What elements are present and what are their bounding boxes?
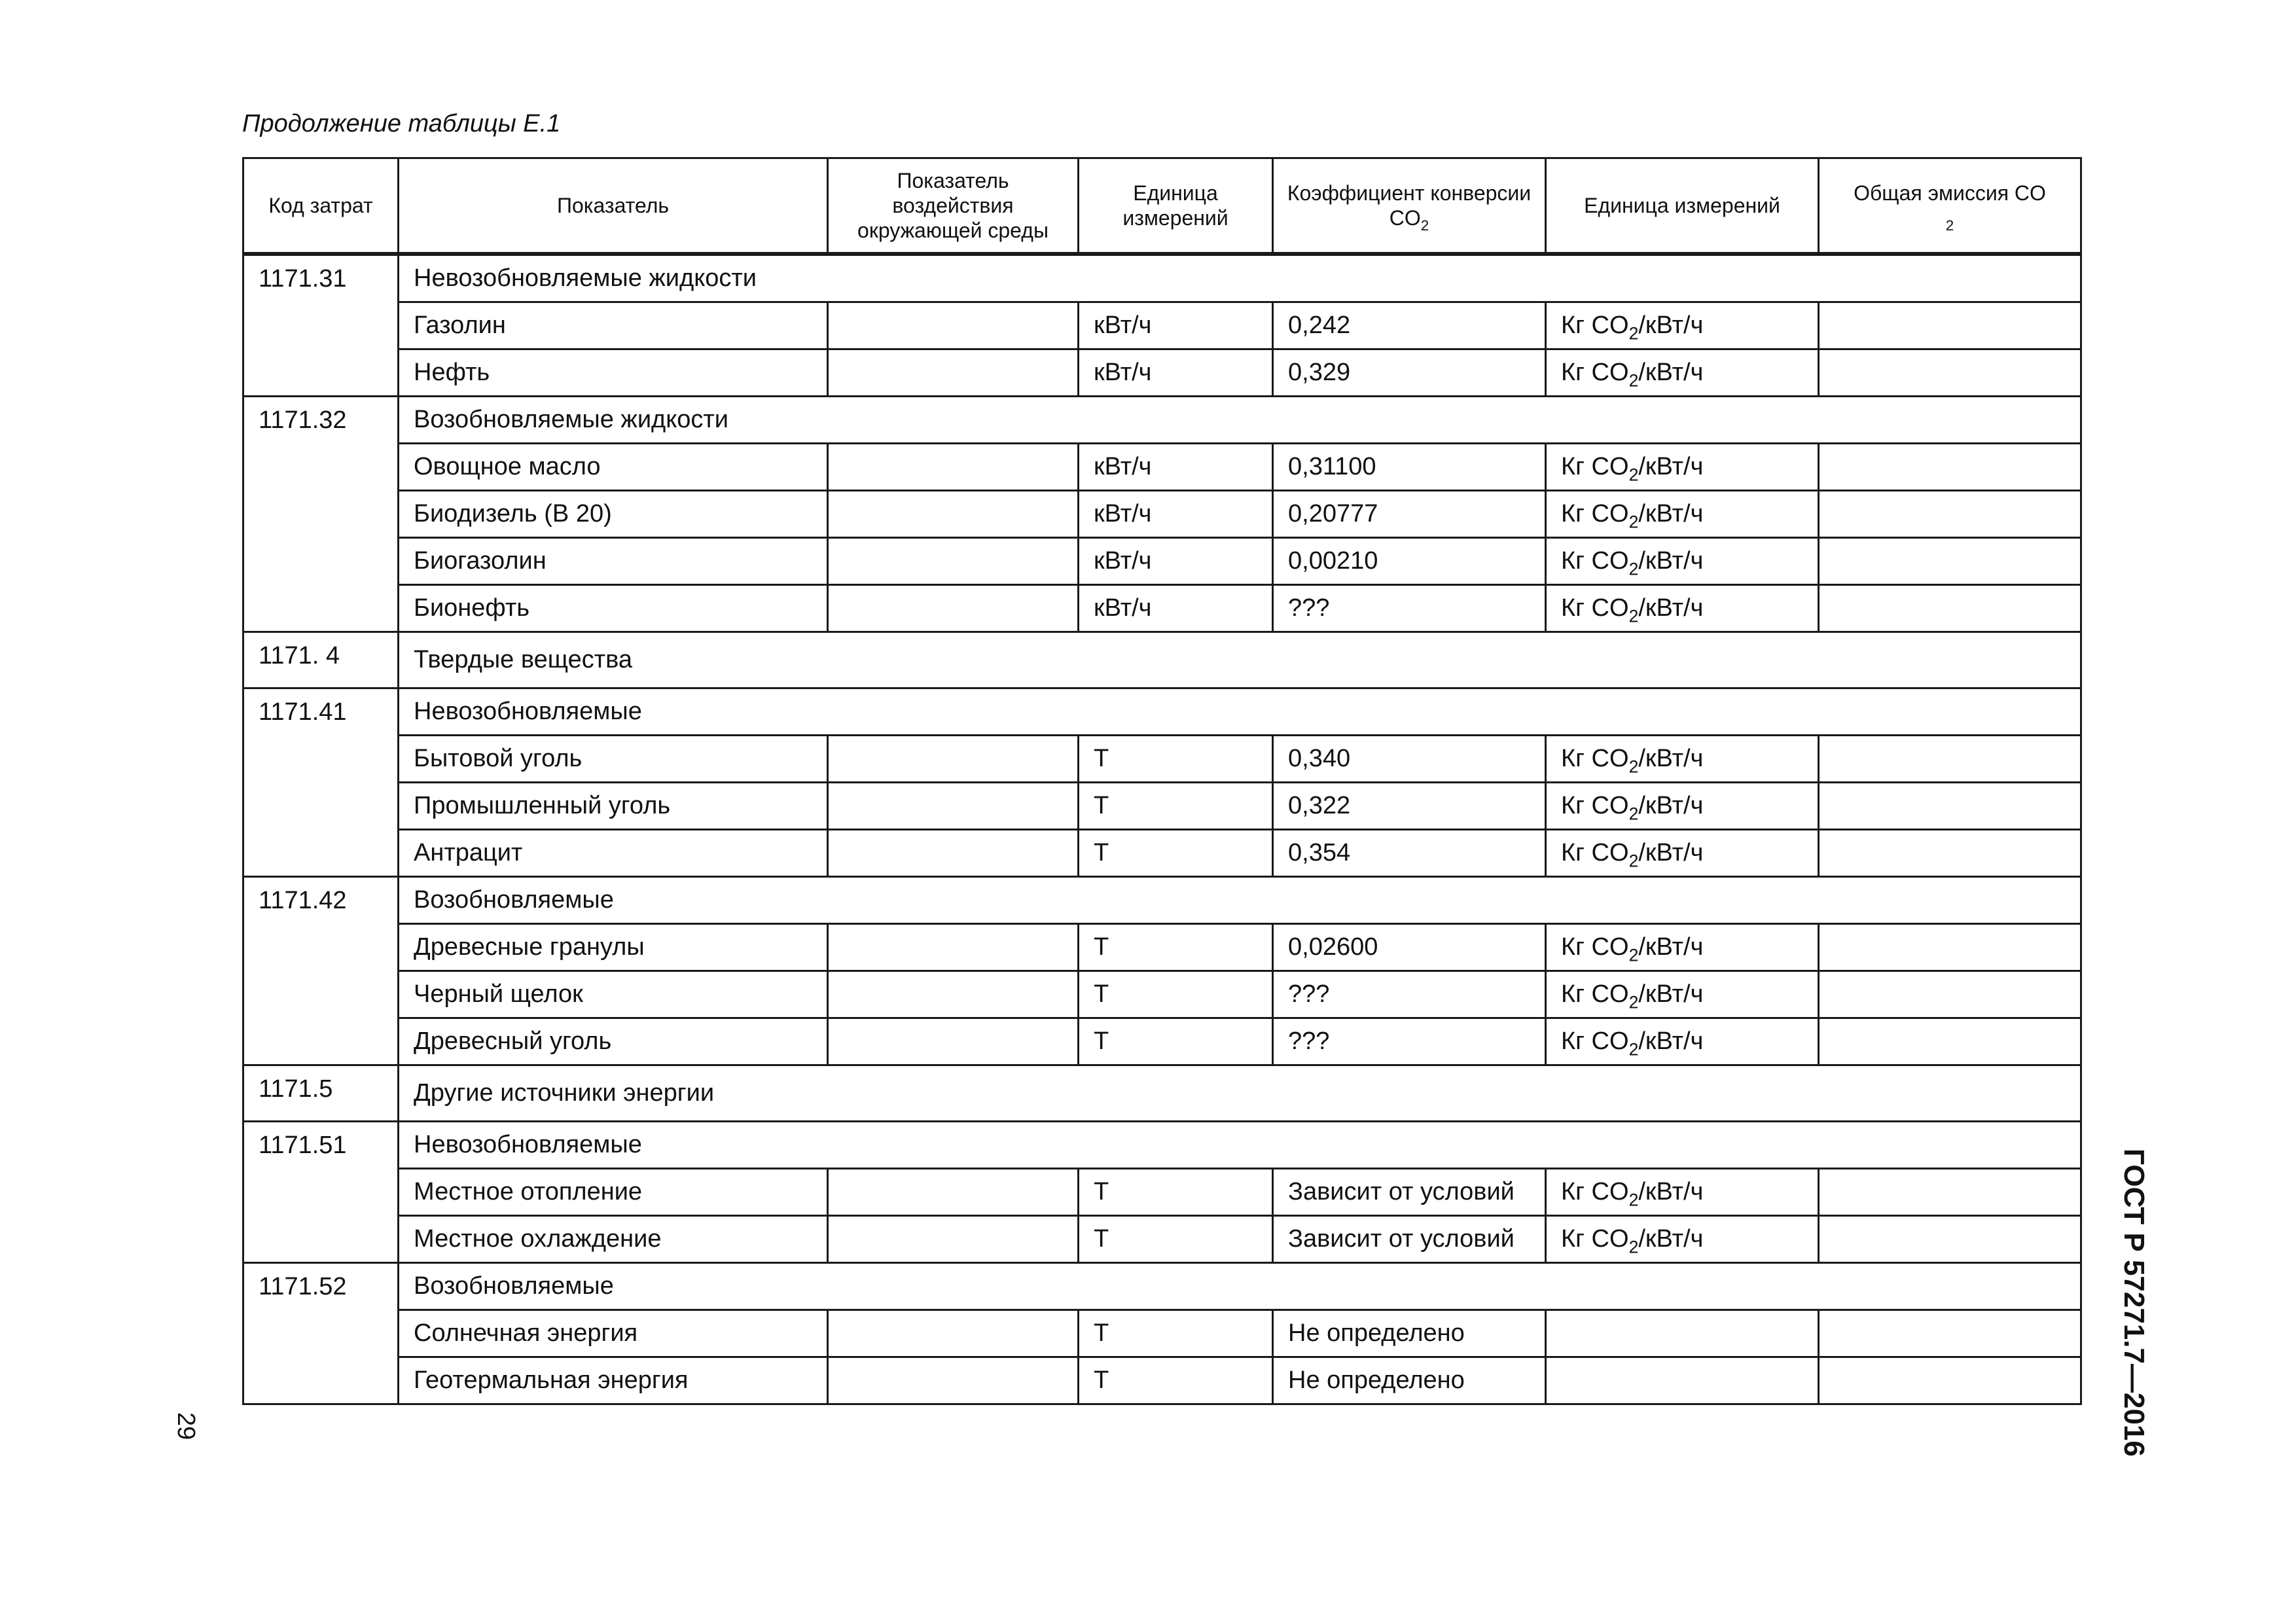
group-title-cell: Возобновляемые жидкости [399,397,2081,444]
coefficient-cell: 0,329 [1273,349,1546,397]
unit-cell: Т [1079,924,1273,971]
table-row [243,1216,2081,1263]
unit-2-subscript: 2 [1628,992,1639,1012]
coefficient-cell: ??? [1273,1018,1546,1065]
unit-2-suffix: /кВт/ч [1638,359,1704,386]
indicator-cell: Древесные гранулы [399,924,828,971]
unit-2-cell [1546,830,1819,877]
indicator-cell: Черный щелок [399,971,828,1018]
emission-cell [1819,349,2081,397]
indicator-cell: Местное отопление [399,1169,828,1216]
unit-2-suffix: /кВт/ч [1638,1178,1704,1205]
cost-code-cell: 1171.5 [243,1065,399,1122]
env-impact-cell [828,783,1079,830]
unit-2-suffix: /кВт/ч [1638,547,1704,575]
unit-2-subscript: 2 [1628,804,1639,824]
unit-2-subscript: 2 [1628,323,1639,344]
header-coefficient-subscript: 2 [1420,217,1429,234]
indicator-cell: Газолин [399,302,828,349]
table-row [243,736,2081,783]
cost-code-cell: 1171.42 [243,877,399,1065]
unit-2-cell [1546,585,1819,632]
group-row [243,877,2081,924]
table-row [243,1357,2081,1404]
header-coefficient-text: Коэффициент конверсии CO [1287,181,1532,230]
unit-cell: Т [1079,1357,1273,1404]
unit-2-suffix: /кВт/ч [1638,1225,1704,1253]
unit-2-prefix: Кг CO [1561,359,1629,386]
indicator-cell: Нефть [399,349,828,397]
group-row [243,632,2081,688]
unit-2-suffix: /кВт/ч [1638,839,1704,866]
env-impact-cell [828,538,1079,585]
table-header [243,158,2081,255]
table-row [243,538,2081,585]
group-title-cell: Твердые вещества [399,632,2081,688]
cost-code-cell: 1171.32 [243,397,399,632]
table-row [243,830,2081,877]
env-impact-cell [828,1216,1079,1263]
header-env-impact: Показатель воздействия окружающей среды [828,158,1079,255]
coefficient-cell: 0,322 [1273,783,1546,830]
unit-2-subscript: 2 [1628,465,1639,485]
emission-cell [1819,1169,2081,1216]
cost-code-cell: 1171.41 [243,688,399,877]
unit-2-prefix: Кг CO [1561,745,1629,772]
unit-2-cell [1546,1018,1819,1065]
unit-2-suffix: /кВт/ч [1638,980,1704,1008]
table-row [243,444,2081,491]
unit-cell: Т [1079,736,1273,783]
coefficient-cell: 0,31100 [1273,444,1546,491]
unit-2-prefix: Кг CO [1561,547,1629,575]
indicator-cell: Геотермальная энергия [399,1357,828,1404]
unit-cell: Т [1079,1018,1273,1065]
unit-2-subscript: 2 [1628,851,1639,871]
unit-2-prefix: Кг CO [1561,594,1629,622]
env-impact-cell [828,1169,1079,1216]
coefficient-cell: 0,354 [1273,830,1546,877]
unit-2-prefix: Кг CO [1561,792,1629,819]
unit-2-subscript: 2 [1628,370,1639,391]
header-indicator: Показатель [399,158,828,255]
unit-2-suffix: /кВт/ч [1638,500,1704,527]
unit-cell: кВт/ч [1079,349,1273,397]
env-impact-cell [828,736,1079,783]
group-title-cell: Невозобновляемые [399,688,2081,736]
group-title-cell: Возобновляемые [399,877,2081,924]
env-impact-cell [828,491,1079,538]
page-number: 29 [172,1412,200,1440]
unit-2-cell [1546,444,1819,491]
unit-2-subscript: 2 [1628,945,1639,965]
unit-2-cell [1546,1357,1819,1404]
env-impact-cell [828,830,1079,877]
coefficient-cell: Зависит от условий [1273,1216,1546,1263]
env-impact-cell [828,444,1079,491]
coefficient-cell: Не определено [1273,1357,1546,1404]
cost-code-cell: 1171.51 [243,1122,399,1263]
indicator-cell: Антрацит [399,830,828,877]
unit-2-subscript: 2 [1628,757,1639,777]
env-impact-cell [828,971,1079,1018]
coefficient-cell: ??? [1273,585,1546,632]
unit-2-cell [1546,491,1819,538]
unit-cell: Т [1079,783,1273,830]
unit-cell: Т [1079,1310,1273,1357]
cost-code-cell: 1171.52 [243,1263,399,1404]
group-title-cell: Возобновляемые [399,1263,2081,1310]
unit-2-cell [1546,1310,1819,1357]
table-row [243,349,2081,397]
unit-2-suffix: /кВт/ч [1638,1027,1704,1055]
unit-2-cell [1546,736,1819,783]
unit-cell: кВт/ч [1079,491,1273,538]
header-unit: Единица измерений [1079,158,1273,255]
unit-2-subscript: 2 [1628,1039,1639,1060]
header-coefficient [1273,158,1546,255]
emission-cell [1819,830,2081,877]
unit-2-subscript: 2 [1628,559,1639,579]
env-impact-cell [828,349,1079,397]
group-row [243,688,2081,736]
header-emission-text: Общая эмиссия CO [1854,181,2046,205]
unit-cell: Т [1079,830,1273,877]
env-impact-cell [828,924,1079,971]
env-impact-cell [828,1357,1079,1404]
group-row [243,254,2081,302]
coefficient-cell: 0,20777 [1273,491,1546,538]
emission-cell [1819,444,2081,491]
emission-cell [1819,1216,2081,1263]
unit-2-prefix: Кг CO [1561,839,1629,866]
unit-2-cell [1546,924,1819,971]
coefficient-cell: 0,02600 [1273,924,1546,971]
emission-cell [1819,736,2081,783]
unit-2-cell [1546,783,1819,830]
env-impact-cell [828,585,1079,632]
emission-cell [1819,783,2081,830]
env-impact-cell [828,302,1079,349]
indicator-cell: Овощное масло [399,444,828,491]
coefficient-cell: 0,00210 [1273,538,1546,585]
cost-code-cell: 1171. 4 [243,632,399,688]
unit-cell: кВт/ч [1079,585,1273,632]
table-row [243,491,2081,538]
unit-2-suffix: /кВт/ч [1638,594,1704,622]
header-unit-2: Единица измерений [1546,158,1819,255]
group-row [243,1065,2081,1122]
unit-cell: кВт/ч [1079,538,1273,585]
unit-2-subscript: 2 [1628,1190,1639,1210]
coefficient-cell: ??? [1273,971,1546,1018]
unit-cell: кВт/ч [1079,302,1273,349]
indicator-cell: Солнечная энергия [399,1310,828,1357]
group-title-cell: Невозобновляемые [399,1122,2081,1169]
emission-cell [1819,1357,2081,1404]
indicator-cell: Бионефть [399,585,828,632]
unit-2-cell [1546,349,1819,397]
group-title-cell: Другие источники энергии [399,1065,2081,1122]
table-row [243,971,2081,1018]
unit-2-prefix: Кг CO [1561,1178,1629,1205]
unit-2-prefix: Кг CO [1561,1225,1629,1253]
header-code: Код затрат [243,158,399,255]
coefficient-cell: Не определено [1273,1310,1546,1357]
indicator-cell: Промышленный уголь [399,783,828,830]
unit-2-suffix: /кВт/ч [1638,792,1704,819]
group-row [243,1122,2081,1169]
env-impact-cell [828,1310,1079,1357]
unit-2-subscript: 2 [1628,512,1639,532]
indicator-cell: Бытовой уголь [399,736,828,783]
unit-2-cell [1546,302,1819,349]
unit-2-suffix: /кВт/ч [1638,453,1704,480]
emission-cell [1819,924,2081,971]
table-row [243,1169,2081,1216]
unit-cell: кВт/ч [1079,444,1273,491]
indicator-cell: Местное охлаждение [399,1216,828,1263]
table-row [243,585,2081,632]
unit-cell: Т [1079,1216,1273,1263]
table-caption: Продолжение таблицы Е.1 [242,110,561,137]
cost-code-cell: 1171.31 [243,254,399,397]
emission-cell [1819,1018,2081,1065]
emissions-table [242,157,2082,1405]
header-row [243,158,2081,255]
emission-cell [1819,585,2081,632]
document-title: ГОСТ Р 57271.7—2016 [2118,1149,2150,1457]
unit-2-suffix: /кВт/ч [1638,933,1704,961]
table-row [243,1310,2081,1357]
coefficient-cell: 0,242 [1273,302,1546,349]
header-emission-subscript: 2 [1945,217,1954,234]
indicator-cell: Биодизель (В 20) [399,491,828,538]
group-row [243,397,2081,444]
indicator-cell: Биогазолин [399,538,828,585]
header-emission [1819,158,2081,255]
group-title-cell: Невозобновляемые жидкости [399,254,2081,302]
unit-2-cell [1546,971,1819,1018]
unit-cell: Т [1079,971,1273,1018]
unit-2-suffix: /кВт/ч [1638,312,1704,339]
unit-2-subscript: 2 [1628,606,1639,626]
table-body [243,254,2081,1404]
unit-2-prefix: Кг CO [1561,312,1629,339]
unit-2-suffix: /кВт/ч [1638,745,1704,772]
table-row [243,302,2081,349]
unit-2-prefix: Кг CO [1561,500,1629,527]
emission-cell [1819,538,2081,585]
unit-2-cell [1546,538,1819,585]
table-row [243,783,2081,830]
unit-2-prefix: Кг CO [1561,453,1629,480]
coefficient-cell: 0,340 [1273,736,1546,783]
unit-2-prefix: Кг CO [1561,1027,1629,1055]
table-row [243,1018,2081,1065]
table-row [243,924,2081,971]
unit-cell: Т [1079,1169,1273,1216]
emission-cell [1819,491,2081,538]
unit-2-prefix: Кг CO [1561,980,1629,1008]
unit-2-subscript: 2 [1628,1237,1639,1257]
unit-2-prefix: Кг CO [1561,933,1629,961]
emission-cell [1819,302,2081,349]
indicator-cell: Древесный уголь [399,1018,828,1065]
emission-cell [1819,971,2081,1018]
env-impact-cell [828,1018,1079,1065]
unit-2-cell [1546,1216,1819,1263]
emission-cell [1819,1310,2081,1357]
unit-2-cell [1546,1169,1819,1216]
group-row [243,1263,2081,1310]
coefficient-cell: Зависит от условий [1273,1169,1546,1216]
